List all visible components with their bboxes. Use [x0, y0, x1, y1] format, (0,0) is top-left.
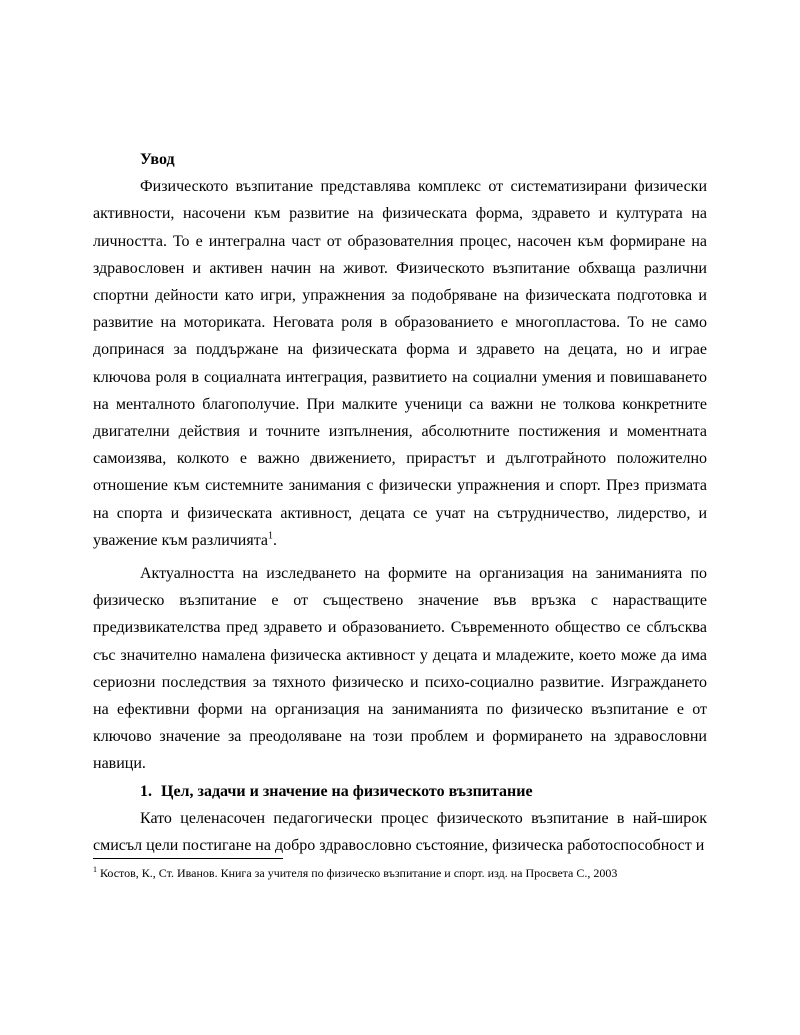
footnote-reference[interactable]: 1: [268, 530, 274, 542]
intro-paragraph-1-text: Физическото възпитание представлява комплекс от систематизирани физически активности, насочени към развитие на физическата форма, здравето и културата на личността. То е интегрална част от образователния процес, насочен към формиране на здравословен и активен начин на живот. Физическото възпитание обхваща различни спортни дейности като игри, упражнения за подобряване на физическата подготовка и развитие на моториката. Неговата роля в образованието е многопластова. То не само допринася за поддържане на физическата форма и здравето на децата, но и играе ключова роля в социалната интеграция, развитието на социални умения и повишаването на менталното благополучие. При малките ученици са важни не толкова конкретните двигателни действия и точните изпълнения, абсолютните постижения и моментната самоизява, колкото е важно движението, прирастът и дълготрайното положително отношение към системните занимания с физически упражнения и спорт. През призмата на спорта и физическата активност, децата се учат на сътрудничество, лидерство, и уважение към различията: [93, 178, 707, 549]
intro-paragraph-2: Актуалността на изследването на формите на организация на заниманията по физическо възпитание е от съществено значение във връзка с нарастващите предизвикателства пред здравето и образованието. Съвременното общество се сблъсква със значително намалена физическа активност у децата и младежите, което може да има сериозни последствия за тяхното физическо и психо-социално развитие. Изграждането на ефективни форми на организация на заниманията по физическо възпитание е от ключово значение за преодоляване на този проблем и формирането на здравословни навици.: [93, 565, 707, 773]
section-paragraph: Като целенасочен педагогически процес физическото възпитание в най-широк смисъл цели постигане на добро здравословно състояние, физическа работоспособност и: [93, 809, 707, 855]
footnote-separator: [93, 858, 283, 859]
intro-heading: Увод: [140, 151, 175, 168]
section-number: 1.: [140, 782, 152, 800]
section-title: Цел, задачи и значение на физическото възпитание: [161, 782, 533, 800]
intro-paragraph-1-end: .: [273, 531, 278, 549]
intro-paragraph-1: [93, 173, 707, 554]
footnote-marker: 1: [93, 865, 97, 874]
document-body: [93, 146, 707, 859]
section-heading: [140, 778, 707, 805]
footnote: [93, 865, 707, 881]
footnote-text: Костов, К., Ст. Иванов. Книга за учителя по физическо възпитание и спорт. изд. на Просвета С., 2003: [97, 866, 618, 880]
